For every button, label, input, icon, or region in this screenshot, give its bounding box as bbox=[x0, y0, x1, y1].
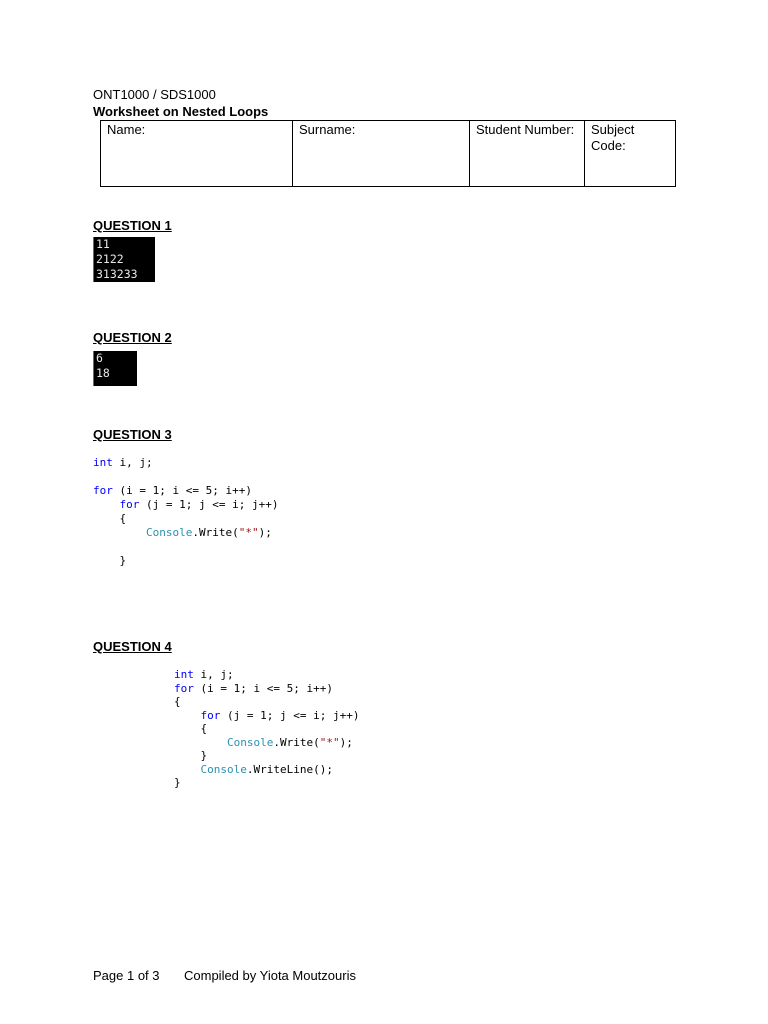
code-text: (i = 1; i <= 5; i++) bbox=[112, 484, 252, 497]
keyword: int bbox=[174, 668, 194, 681]
output-line: 6 bbox=[96, 351, 103, 365]
keyword: for bbox=[119, 498, 140, 511]
question-2-output bbox=[93, 351, 137, 386]
surname-label: Surname: bbox=[299, 122, 356, 137]
code-text: i, j; bbox=[193, 668, 234, 681]
question-1-output bbox=[93, 237, 155, 282]
student-info-table bbox=[100, 120, 676, 187]
code-text: } bbox=[119, 554, 127, 567]
student-number-cell bbox=[470, 121, 585, 187]
code-text: .Write( bbox=[273, 735, 320, 749]
name-label: Name: bbox=[107, 122, 146, 137]
output-line: 313233 bbox=[96, 267, 138, 281]
question-1-heading: QUESTION 1 bbox=[93, 218, 172, 233]
question-3-heading: QUESTION 3 bbox=[93, 427, 172, 442]
code-text: .Write( bbox=[192, 526, 239, 539]
subject-code-cell bbox=[585, 121, 676, 187]
question-4-heading: QUESTION 4 bbox=[93, 639, 172, 654]
code-text: (j = 1; j <= i; j++) bbox=[220, 708, 360, 722]
string-literal: "*" bbox=[238, 526, 259, 539]
code-text: .WriteLine(); bbox=[246, 762, 333, 776]
output-line: 11 bbox=[96, 237, 110, 251]
code-text: (i = 1; i <= 5; i++) bbox=[193, 681, 333, 695]
keyword: for bbox=[93, 484, 113, 497]
surname-cell bbox=[293, 121, 470, 187]
worksheet-title: Worksheet on Nested Loops bbox=[93, 104, 269, 119]
class-name: Console bbox=[226, 735, 274, 749]
page-number: Page 1 of 3 bbox=[93, 968, 160, 983]
name-cell bbox=[101, 121, 293, 187]
question-3-code bbox=[93, 456, 278, 568]
keyword: for bbox=[174, 681, 194, 695]
class-name: Console bbox=[145, 526, 193, 539]
string-literal: "*" bbox=[319, 735, 340, 749]
code-text: ); bbox=[258, 526, 272, 539]
question-2-heading: QUESTION 2 bbox=[93, 330, 172, 345]
code-text: { bbox=[174, 695, 181, 708]
compiled-by: Compiled by Yiota Moutzouris bbox=[184, 968, 356, 983]
code-text: } bbox=[174, 776, 181, 789]
output-line: 18 bbox=[96, 366, 110, 380]
student-number-label: Student Number: bbox=[476, 122, 575, 137]
code-text: } bbox=[200, 749, 208, 762]
code-text: i, j; bbox=[112, 456, 153, 469]
question-4-code bbox=[174, 668, 359, 790]
subject-code-label: Subject Code: bbox=[591, 122, 635, 153]
code-text: ); bbox=[339, 735, 353, 749]
code-text: { bbox=[119, 512, 127, 525]
code-text: (j = 1; j <= i; j++) bbox=[139, 498, 279, 511]
keyword: int bbox=[93, 456, 113, 469]
course-code: ONT1000 / SDS1000 bbox=[93, 87, 216, 102]
output-line: 2122 bbox=[96, 252, 124, 266]
keyword: for bbox=[200, 708, 221, 722]
code-text: { bbox=[200, 722, 208, 735]
class-name: Console bbox=[200, 762, 247, 776]
